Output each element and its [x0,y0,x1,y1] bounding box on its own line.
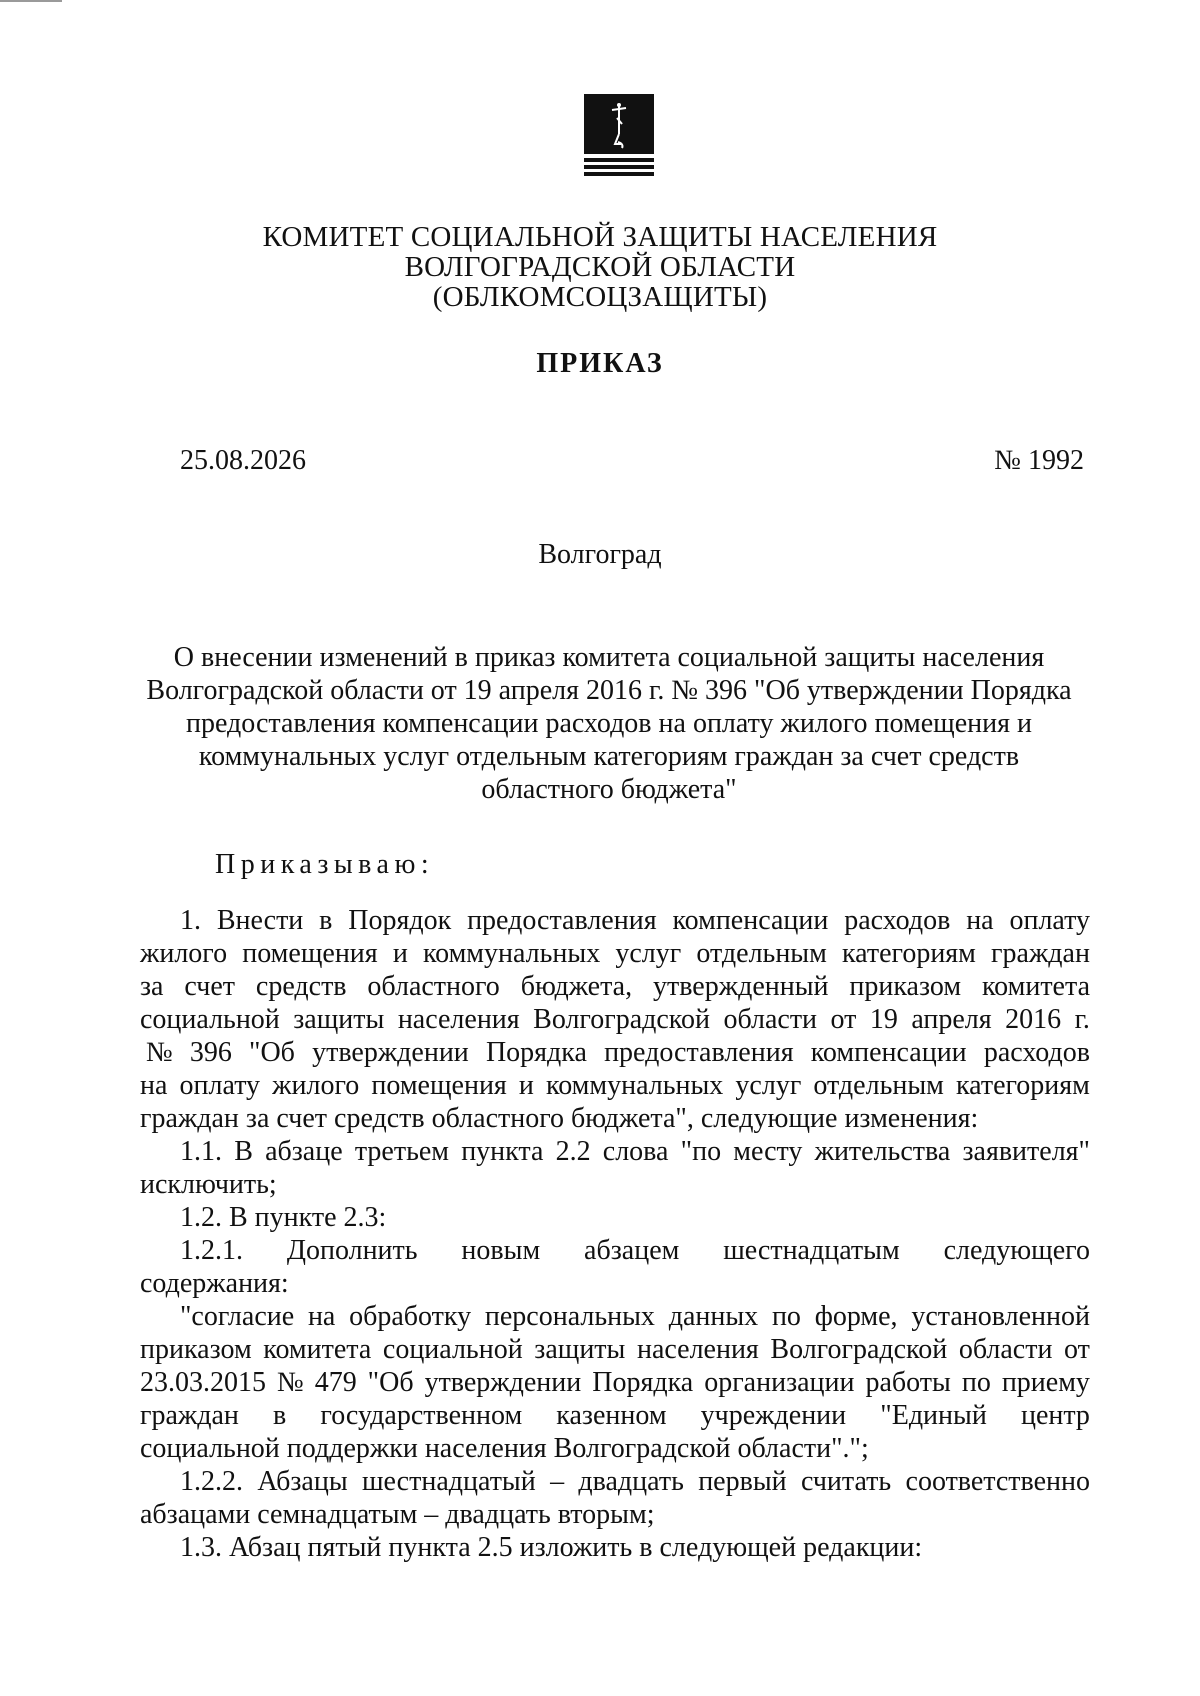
word: социальной поддержки населения Волгоградской области"."; [140,1433,869,1464]
word: и [392,938,408,969]
word: в [273,1400,287,1431]
word: на [140,1070,168,1101]
body-line [140,1102,1090,1135]
word: заявителя" [962,1136,1090,1167]
word: Внести [216,905,304,936]
word: 23.03.2015 [140,1367,266,1398]
word: считать [800,1466,892,1497]
word: абзаце [265,1136,343,1167]
word: расходов [983,1037,1090,1068]
subject-line: коммунальных услуг отдельным категориям граждан за счет средств [198,741,1020,772]
word: слова [602,1136,669,1167]
word: исключить; [140,1169,277,1200]
order-directive-word: Приказываю: [215,849,435,880]
word: соответственно [905,1466,1090,1497]
word: первый [698,1466,787,1497]
word: расходов [844,905,951,936]
city-name: Волгоград [538,539,662,570]
word: по [961,1367,991,1398]
word: 479 [314,1367,357,1398]
org-name-line: (ОБЛКОМСОЦЗАЩИТЫ) [432,281,768,313]
word: Порядка [592,1367,694,1398]
body-line [140,1135,1090,1168]
word: на [307,1301,336,1332]
word: и [518,1070,534,1101]
word: отдельным [696,938,827,969]
word: бюджета, [520,971,633,1002]
word: граждан за счет средств областного бюджета", следующие изменения: [140,1103,979,1134]
word: жилого [272,1070,360,1101]
word: приему [1001,1367,1090,1398]
word: "Об [367,1367,414,1398]
word: оплату [1009,905,1090,936]
word: категориям [955,1070,1090,1101]
top-edge-line [0,0,62,2]
word: 1. [180,905,201,936]
word: предоставления [467,905,657,936]
body-line [140,1333,1090,1366]
word: социальной [140,1004,280,1035]
word: средств [255,971,347,1002]
word: областного [367,971,500,1002]
word: помещения [371,1070,507,1101]
body-line [140,1465,1090,1498]
word: граждан [991,938,1090,969]
word: г. [1074,1004,1090,1035]
word: шестнадцатым [723,1235,900,1266]
word: жилого [140,938,228,969]
body-line [140,1300,1090,1333]
word: от [830,1004,857,1035]
organization-name [0,222,1200,312]
body-line: 1.2. В пункте 2.3: [180,1202,387,1233]
word: компенсации [672,905,829,936]
word: "Единый [880,1400,987,1431]
org-name-line: ВОЛГОГРАДСКОЙ ОБЛАСТИ [404,251,796,283]
org-name-line: КОМИТЕТ СОЦИАЛЬНОЙ ЗАЩИТЫ НАСЕЛЕНИЯ [262,221,938,253]
word: № [146,1037,173,1068]
word: пункта [461,1136,544,1167]
word: предоставления [604,1037,794,1068]
word: коммунальных [546,1070,724,1101]
body-line [140,1432,1090,1465]
word: компенсации [810,1037,967,1068]
subject-line: предоставления компенсации расходов на оплату жилого помещения и [186,708,1032,739]
word: за [140,971,164,1002]
word: 1.2.2. [180,1466,243,1497]
word: организации [704,1367,855,1398]
word: комитета [981,971,1090,1002]
body-line [140,1366,1090,1399]
word: установленной [911,1301,1090,1332]
word: оплату [179,1070,261,1101]
word: новым [461,1235,541,1266]
word: утвержденный [653,971,829,1002]
word: 1.1. [180,1136,222,1167]
body-line: 1.3. Абзац пятый пункта 2.5 изложить в следующей редакции: [180,1532,923,1563]
word: населения [636,1334,759,1365]
word: отдельным [813,1070,944,1101]
word: в [319,905,333,936]
word: центр [1020,1400,1090,1431]
order-date: 25.08.2026 [180,445,306,476]
word: утверждении [424,1367,582,1398]
word: 2.2 [555,1136,591,1167]
word: обработку [349,1301,472,1332]
word: следующего [943,1235,1090,1266]
word: Порядка [485,1037,587,1068]
word: государственном [320,1400,523,1431]
word: области [958,1334,1053,1365]
word: от [1064,1334,1090,1365]
word: – [550,1466,565,1497]
word: "согласие [180,1301,295,1332]
document-title: ПРИКАЗ [536,348,664,379]
word: социальной [382,1334,523,1365]
body-line [140,1234,1090,1267]
word: области [723,1004,818,1035]
word: месту [733,1136,803,1167]
word: Волгоградской [770,1334,948,1365]
word: абзацем [584,1235,680,1266]
word: третьем [354,1136,449,1167]
subject-line: областного бюджета" [481,774,737,805]
word: жительства [814,1136,951,1167]
word: 2016 [1005,1004,1062,1035]
word: услуг [735,1070,802,1101]
word: Абзацы [257,1466,348,1497]
word: защиты [293,1004,385,1035]
word: содержания: [140,1268,289,1299]
body-line [140,1399,1090,1432]
body-line [140,970,1090,1003]
word: категориям [841,938,976,969]
subject-line: О внесении изменений в приказ комитета социальной защиты населения [173,642,1045,673]
body-line [140,1498,1090,1531]
word: учреждении [700,1400,847,1431]
word: услуг [615,938,682,969]
word: "по [680,1136,722,1167]
word: двадцать [578,1466,684,1497]
order-subject [120,641,1098,806]
word: № [276,1367,304,1398]
word: приказом [140,1334,252,1365]
word: работы [865,1367,951,1398]
word: персональных [484,1301,655,1332]
word: форме, [814,1301,898,1332]
word: "Об [249,1037,295,1068]
word: комитета [263,1334,372,1365]
word: 396 [189,1037,232,1068]
body-line [140,1036,1090,1069]
word: Дополнить [286,1235,418,1266]
word: апреля [911,1004,992,1035]
word: 1.2.1. [180,1235,243,1266]
coat-of-arms-icon [584,94,654,176]
body-line [140,904,1090,937]
body-line [140,1168,1090,1201]
word: Волгоградской [533,1004,710,1035]
body-line [140,937,1090,970]
body-line [140,1069,1090,1102]
word: данных [668,1301,759,1332]
word: абзацами семнадцатым – двадцать вторым; [140,1499,655,1530]
word: счет [184,971,236,1002]
word: по [771,1301,801,1332]
document-body [140,904,1090,1564]
word: приказом [849,971,962,1002]
word: защиты [534,1334,626,1365]
word: шестнадцатый [362,1466,536,1497]
word: коммунальных [422,938,601,969]
body-line [140,1267,1090,1300]
order-number: № 1992 [994,445,1084,476]
subject-line: Волгоградской области от 19 апреля 2016 г. № 396 "Об утверждении Порядка [146,675,1072,706]
word: утверждении [312,1037,469,1068]
word: помещения [242,938,378,969]
body-line [140,1003,1090,1036]
word: граждан [140,1400,239,1431]
word: населения [397,1004,520,1035]
word: В [234,1136,253,1167]
word: казенном [556,1400,667,1431]
word: на [966,905,994,936]
word: 19 [869,1004,898,1035]
word: Порядок [348,905,452,936]
